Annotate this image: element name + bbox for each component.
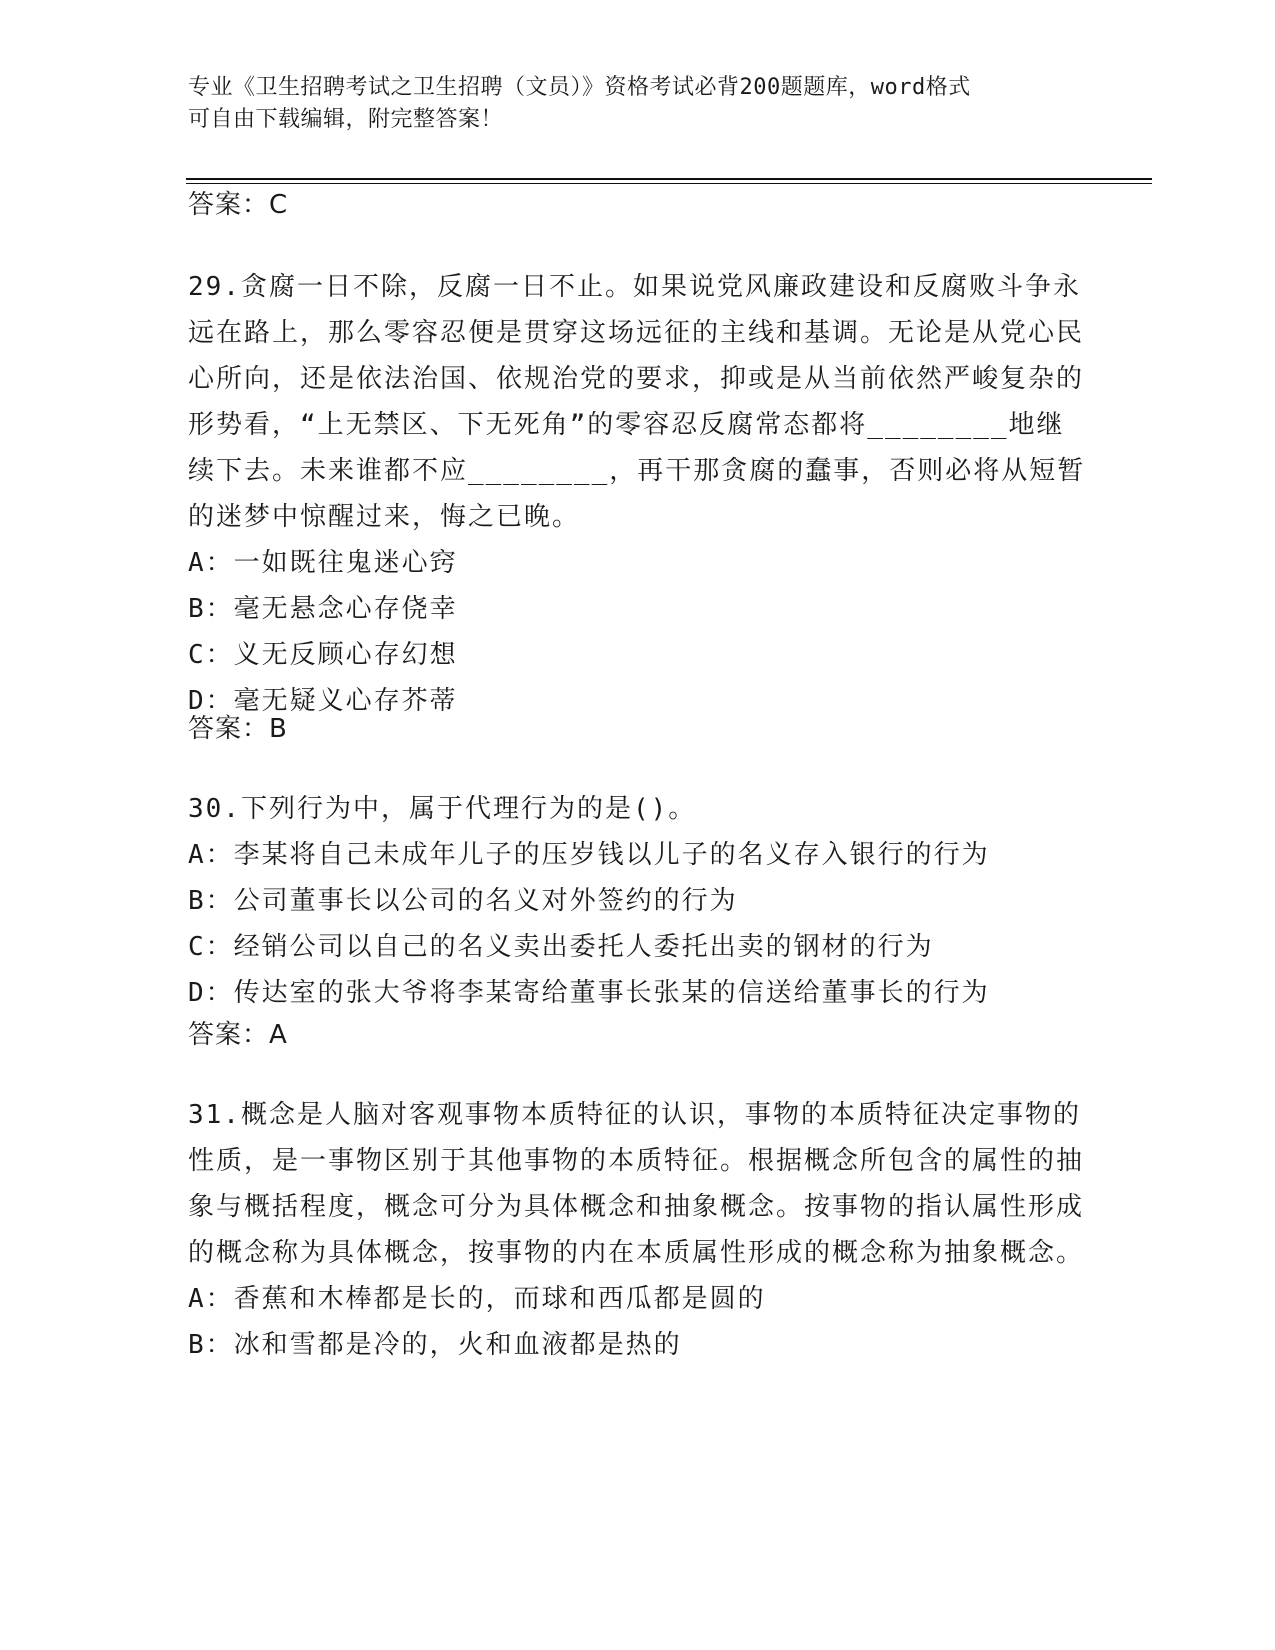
header-line-1: 专业《卫生招聘考试之卫生招聘（文员）》资格考试必背200题题库，word格式 (188, 75, 971, 100)
option-list (188, 832, 1088, 1016)
option-a: A：香蕉和木棒都是长的，而球和西瓜都是圆的 (188, 1284, 766, 1314)
option-b: B：毫无悬念心存侥幸 (188, 594, 458, 624)
header-rule-thin (186, 183, 1152, 184)
answer-29: 答案：B (188, 714, 288, 744)
option-c: C：经销公司以自己的名义卖出委托人委托出卖的钢材的行为 (188, 932, 934, 962)
option-b: B：冰和雪都是冷的，火和血液都是热的 (188, 1330, 682, 1360)
header-note (188, 72, 1068, 136)
question-text: 29.贪腐一日不除，反腐一日不止。如果说党风廉政建设和反腐败斗争永远在路上，那么零容忍便是贯穿这场远征的主线和基调。无论是从党心民心所向，还是依法治国、依规治党的要求，抑或是从当前依然严峻复杂的形势看，“上无禁区、下无死角”的零容忍反腐常态都将________地继续下去。未来谁都不应________，再干那贪腐的蠢事，否则必将从短暂的迷梦中惊醒过来，悔之已晚。 (188, 272, 1086, 532)
header-line-2: 可自由下载编辑，附完整答案！ (188, 107, 504, 132)
question-text: 31.概念是人脑对客观事物本质特征的认识，事物的本质特征决定事物的性质，是一事物区别于其他事物的本质特征。根据概念所包含的属性的抽象与概括程度，概念可分为具体概念和抽象概念。按事物的指认属性形成的概念称为具体概念，按事物的内在本质属性形成的概念称为抽象概念。 (188, 1100, 1085, 1268)
question-30 (188, 786, 1088, 1016)
option-b: B：公司董事长以公司的名义对外签约的行为 (188, 886, 738, 916)
question-29 (188, 264, 1088, 724)
option-d: D：传达室的张大爷将李某寄给董事长张某的信送给董事长的行为 (188, 978, 990, 1008)
prev-answer: 答案：C (188, 190, 289, 220)
answer-30: 答案：A (188, 1020, 288, 1050)
option-a: A：李某将自己未成年儿子的压岁钱以儿子的名义存入银行的行为 (188, 840, 990, 870)
option-c: C：义无反顾心存幻想 (188, 640, 458, 670)
option-d: D：毫无疑义心存芥蒂 (188, 686, 458, 716)
header-rule-thick (186, 178, 1152, 180)
question-text: 30.下列行为中，属于代理行为的是()。 (188, 794, 697, 824)
option-list (188, 540, 1088, 724)
question-31 (188, 1092, 1088, 1368)
option-list (188, 1276, 1088, 1368)
option-a: A：一如既往鬼迷心窍 (188, 548, 458, 578)
